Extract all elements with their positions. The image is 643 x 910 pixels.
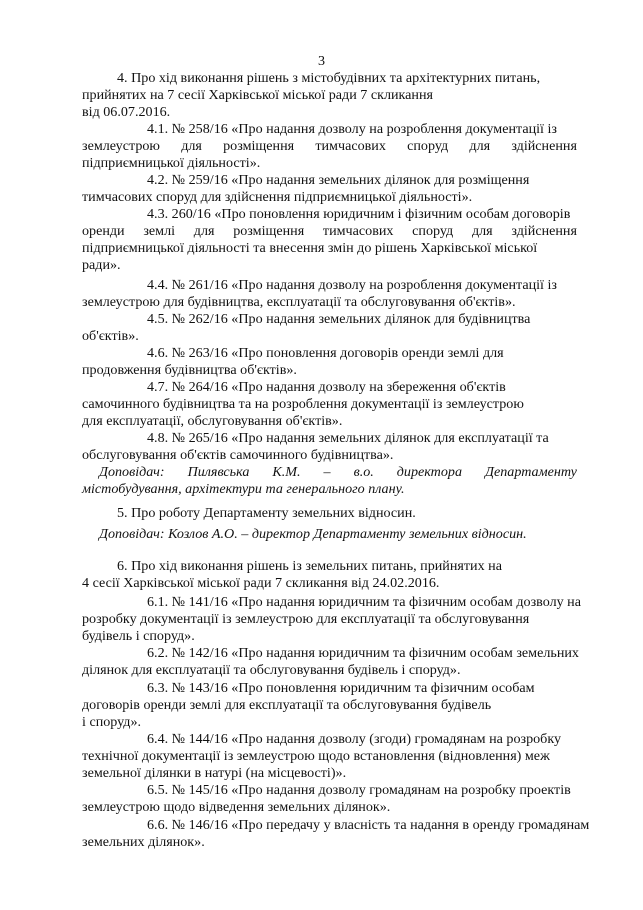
item-4-3-line-1: 4.3. 260/16 «Про поновлення юридичним і фізичним особам договорів bbox=[147, 206, 571, 222]
item-4-8-line-1: 4.8. № 265/16 «Про надання земельних ділянок для експлуатації та bbox=[147, 430, 549, 446]
item-4-5-line-2: об'єктів». bbox=[82, 328, 139, 344]
item-6-3-line-3: і споруд». bbox=[82, 714, 142, 730]
item-6-2-line-2: ділянок для експлуатації та обслуговування будівель і споруд». bbox=[82, 662, 461, 678]
item-4-3-line-4: ради». bbox=[82, 257, 121, 273]
section-5-speaker: Доповідач: Козлов А.О. – директор Департаменту земельних відносин. bbox=[99, 526, 527, 542]
item-4-4-line-1: 4.4. № 261/16 «Про надання дозволу на розроблення документації із bbox=[147, 277, 557, 293]
section-5-heading: 5. Про роботу Департаменту земельних відносин. bbox=[117, 505, 416, 521]
item-4-1-line-2: землеустрою для розміщення тимчасових споруд для здійснення bbox=[82, 138, 577, 154]
item-4-7-line-3: для експлуатації, обслуговування об'єктів». bbox=[82, 413, 343, 429]
section-4-speaker-line-1: Доповідач: Пилявська К.М. – в.о. директора Департаменту bbox=[99, 464, 577, 480]
item-4-2-line-2: тимчасових споруд для здійснення підприємницької діяльності». bbox=[82, 189, 473, 205]
item-6-4-line-1: 6.4. № 144/16 «Про надання дозволу (згоди) громадянам на розробку bbox=[147, 731, 562, 747]
item-4-6-line-1: 4.6. № 263/16 «Про поновлення договорів оренди землі для bbox=[147, 345, 504, 361]
item-6-1-line-3: будівель і споруд». bbox=[82, 628, 195, 644]
item-4-3-line-3: підприємницької діяльності та внесення змін до рішень Харківської міської bbox=[82, 240, 538, 256]
item-4-5-line-1: 4.5. № 262/16 «Про надання земельних ділянок для будівництва bbox=[147, 311, 531, 327]
item-4-3-line-2: оренди землі для розміщення тимчасових споруд для здійснення bbox=[82, 223, 577, 239]
section-4-heading-line-2: прийнятих на 7 сесії Харківської міської ради 7 скликання bbox=[82, 87, 434, 103]
section-4-heading-line-1: 4. Про хід виконання рішень з містобудівних та архітектурних питань, bbox=[117, 70, 541, 86]
section-6-heading-line-1: 6. Про хід виконання рішень із земельних питань, прийнятих на bbox=[117, 558, 502, 574]
item-6-5-line-1: 6.5. № 145/16 «Про надання дозволу громадянам на розробку проектів bbox=[147, 782, 571, 798]
item-4-1-line-3: підприємницької діяльності». bbox=[82, 155, 261, 171]
item-4-8-line-2: обслуговування об'єктів самочинного будівництва». bbox=[82, 447, 394, 463]
section-4-speaker-line-2: містобудування, архітектури та генерального плану. bbox=[82, 481, 405, 497]
page-number: 3 bbox=[317, 53, 326, 69]
item-4-1-line-1: 4.1. № 258/16 «Про надання дозволу на розроблення документації із bbox=[147, 121, 557, 137]
section-6-heading-line-2: 4 сесії Харківської міської ради 7 скликання від 24.02.2016. bbox=[82, 575, 440, 591]
item-4-7-line-1: 4.7. № 264/16 «Про надання дозволу на збереження об'єктів bbox=[147, 379, 506, 395]
item-6-6-line-1: 6.6. № 146/16 «Про передачу у власність та надання в оренду громадянам bbox=[147, 817, 590, 833]
item-6-1-line-1: 6.1. № 141/16 «Про надання юридичним та фізичним особам дозволу на bbox=[147, 594, 581, 610]
item-6-1-line-2: розробку документації із землеустрою для експлуатації та обслуговування bbox=[82, 611, 530, 627]
item-4-2-line-1: 4.2. № 259/16 «Про надання земельних ділянок для розміщення bbox=[147, 172, 530, 188]
item-6-4-line-3: земельної ділянки в натурі (на місцевості)». bbox=[82, 765, 347, 781]
item-6-4-line-2: технічної документації із землеустрою щодо встановлення (відновлення) меж bbox=[82, 748, 550, 764]
section-4-heading-line-3: від 06.07.2016. bbox=[82, 104, 171, 120]
item-4-6-line-2: продовження будівництва об'єктів». bbox=[82, 362, 297, 378]
item-6-2-line-1: 6.2. № 142/16 «Про надання юридичним та фізичним особам земельних bbox=[147, 645, 579, 661]
item-4-7-line-2: самочинного будівництва та на розроблення документації із землеустрою bbox=[82, 396, 524, 412]
item-6-3-line-2: договорів оренди землі для експлуатації та обслуговування будівель bbox=[82, 697, 492, 713]
item-4-4-line-2: землеустрою для будівництва, експлуатації та обслуговування об'єктів». bbox=[82, 294, 516, 310]
item-6-6-line-2: земельних ділянок». bbox=[82, 834, 205, 850]
item-6-5-line-2: землеустрою щодо відведення земельних ділянок». bbox=[82, 799, 391, 815]
item-6-3-line-1: 6.3. № 143/16 «Про поновлення юридичним та фізичним особам bbox=[147, 680, 535, 696]
